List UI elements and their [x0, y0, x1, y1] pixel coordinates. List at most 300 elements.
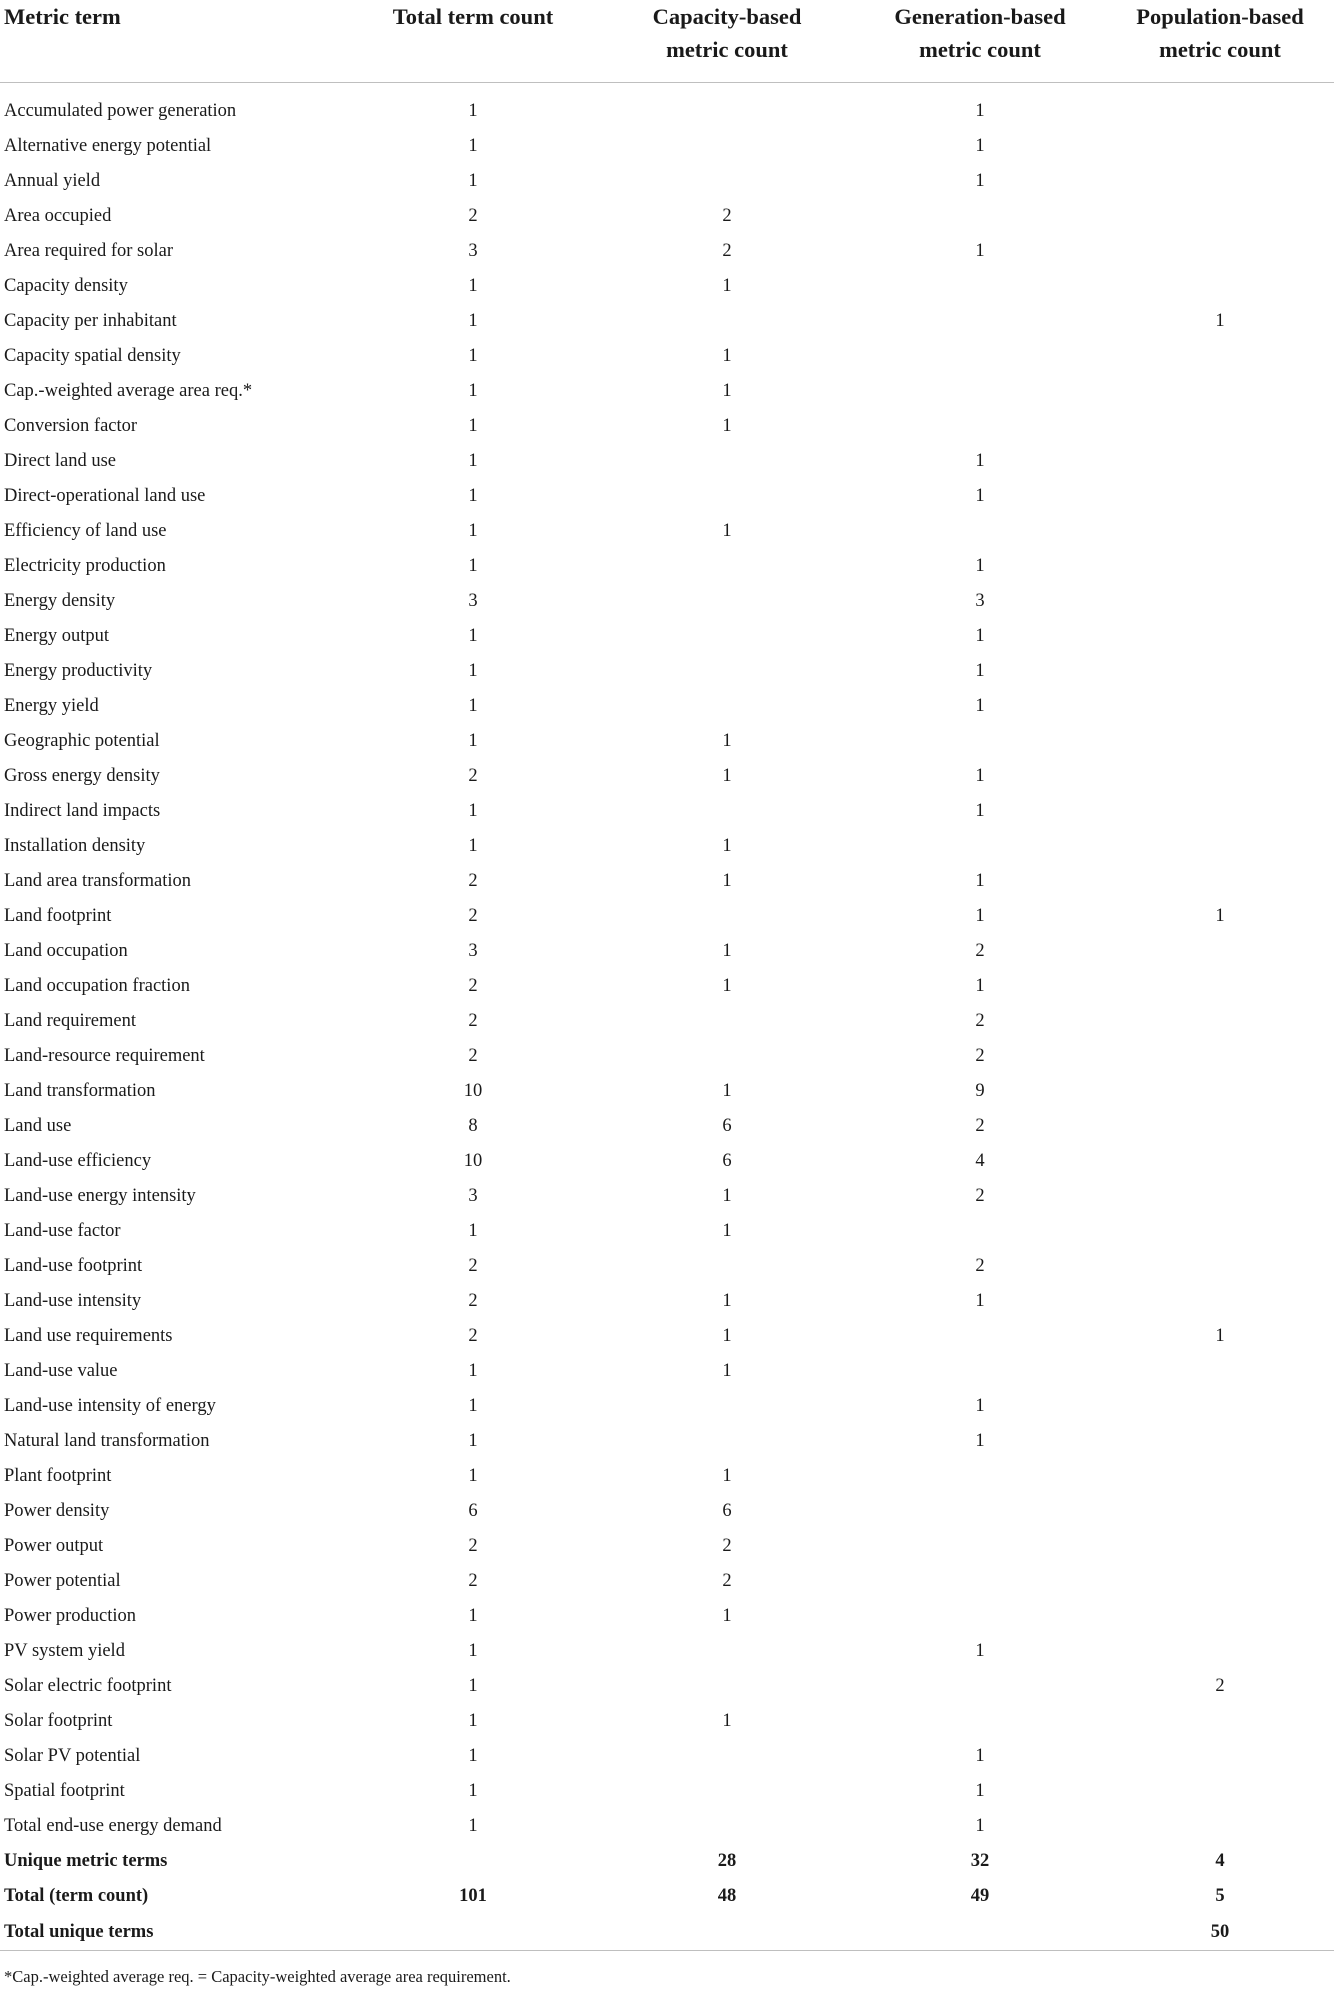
- total-count-cell: 1: [468, 1746, 478, 1766]
- capacity-count-cell: [600, 1809, 854, 1844]
- table-row: [0, 864, 1334, 899]
- capacity-count-cell: [600, 1424, 854, 1459]
- table-row: [0, 409, 1334, 444]
- total-count-cell: 1: [468, 1676, 478, 1696]
- total-count-cell: 3: [468, 591, 478, 611]
- total-count-cell: [346, 1914, 600, 1951]
- total-count-cell: 1: [468, 136, 478, 156]
- capacity-count-cell: [600, 549, 854, 584]
- generation-count-cell: 1: [975, 801, 985, 821]
- total-count-cell: 2: [468, 1291, 478, 1311]
- capacity-count-cell: 2: [722, 1571, 732, 1591]
- generation-count-cell: [854, 1354, 1106, 1389]
- capacity-count-cell: [600, 1389, 854, 1424]
- table-row: [0, 374, 1334, 409]
- capacity-count-cell: 1: [722, 1361, 732, 1381]
- table-row: [0, 689, 1334, 724]
- header-population-line-2: metric count: [1159, 37, 1281, 62]
- summary-row: [0, 1844, 1334, 1879]
- metric-term-cell: Land-use intensity: [4, 1291, 142, 1311]
- population-count-cell: [1106, 269, 1334, 304]
- table-row: [0, 1319, 1334, 1354]
- table-row: [0, 759, 1334, 794]
- population-count-cell: 4: [1215, 1851, 1225, 1871]
- metric-term-cell: Total end-use energy demand: [4, 1816, 222, 1836]
- table-row: [0, 969, 1334, 1004]
- capacity-count-cell: 1: [722, 381, 732, 401]
- capacity-count-cell: 2: [722, 241, 732, 261]
- table-row: [0, 1179, 1334, 1214]
- table-row: [0, 479, 1334, 514]
- table-row: [0, 1144, 1334, 1179]
- metric-term-cell: Direct-operational land use: [4, 486, 206, 506]
- metric-term-cell: Natural land transformation: [4, 1431, 210, 1451]
- metric-term-cell: Land transformation: [4, 1081, 156, 1101]
- total-count-cell: 1: [468, 556, 478, 576]
- generation-count-cell: [854, 1704, 1106, 1739]
- generation-count-cell: 1: [975, 241, 985, 261]
- population-count-cell: [1106, 1494, 1334, 1529]
- population-count-cell: [1106, 1599, 1334, 1634]
- total-count-cell: 10: [463, 1151, 483, 1171]
- total-count-cell: 1: [468, 276, 478, 296]
- generation-count-cell: [854, 829, 1106, 864]
- capacity-count-cell: 1: [722, 766, 732, 786]
- metric-term-cell: Capacity spatial density: [4, 346, 181, 366]
- generation-count-cell: 1: [975, 1641, 985, 1661]
- metric-term-cell: Indirect land impacts: [4, 801, 161, 821]
- population-count-cell: [1106, 969, 1334, 1004]
- metric-term-cell: Power production: [4, 1606, 137, 1626]
- table-row: [0, 654, 1334, 689]
- total-count-cell: 3: [468, 241, 478, 261]
- total-count-cell: 10: [463, 1081, 483, 1101]
- table-row: [0, 129, 1334, 164]
- metric-term-cell: Energy output: [4, 626, 109, 646]
- metric-term-cell: PV system yield: [4, 1641, 125, 1661]
- total-count-cell: 2: [468, 1256, 478, 1276]
- total-count-cell: 1: [468, 626, 478, 646]
- total-count-cell: 1: [468, 521, 478, 541]
- generation-count-cell: [854, 724, 1106, 759]
- table-row: [0, 1494, 1334, 1529]
- capacity-count-cell: [600, 1004, 854, 1039]
- total-count-cell: 1: [468, 381, 478, 401]
- metric-term-cell: Area occupied: [4, 206, 112, 226]
- population-count-cell: [1106, 199, 1334, 234]
- total-count-cell: 8: [468, 1116, 478, 1136]
- population-count-cell: [1106, 1039, 1334, 1074]
- generation-count-cell: 1: [975, 1396, 985, 1416]
- capacity-count-cell: [600, 1634, 854, 1669]
- population-count-cell: [1106, 1774, 1334, 1809]
- generation-count-cell: [854, 1564, 1106, 1599]
- metric-term-cell: Land use: [4, 1116, 72, 1136]
- capacity-count-cell: 1: [722, 1186, 732, 1206]
- metric-term-cell: Land requirement: [4, 1011, 137, 1031]
- generation-count-cell: [854, 339, 1106, 374]
- metric-term-cell: Land occupation fraction: [4, 976, 190, 996]
- capacity-count-cell: 2: [722, 206, 732, 226]
- population-count-cell: [1106, 374, 1334, 409]
- capacity-count-cell: 1: [722, 346, 732, 366]
- table-row: [0, 234, 1334, 269]
- total-count-cell: 1: [468, 416, 478, 436]
- metric-term-cell: Land-use intensity of energy: [4, 1396, 216, 1416]
- metric-term-cell: Annual yield: [4, 171, 101, 191]
- generation-count-cell: 1: [975, 766, 985, 786]
- population-count-cell: 1: [1215, 311, 1225, 331]
- capacity-count-cell: [600, 619, 854, 654]
- generation-count-cell: 9: [975, 1081, 985, 1101]
- population-count-cell: 1: [1215, 906, 1225, 926]
- population-count-cell: 50: [1106, 1914, 1334, 1951]
- header-capacity-line-2: metric count: [666, 37, 788, 62]
- table-row: [0, 444, 1334, 479]
- population-count-cell: [1106, 1529, 1334, 1564]
- generation-count-cell: [854, 1914, 1106, 1951]
- table-row: [0, 1739, 1334, 1774]
- population-count-cell: [1106, 689, 1334, 724]
- generation-count-cell: 1: [975, 556, 985, 576]
- generation-count-cell: 4: [975, 1151, 985, 1171]
- metric-term-cell: Capacity per inhabitant: [4, 311, 177, 331]
- header-generation-line-1: Generation-based: [894, 4, 1066, 29]
- generation-count-cell: 1: [975, 871, 985, 891]
- table-row: [0, 269, 1334, 304]
- population-count-cell: [1106, 234, 1334, 269]
- metric-term-cell: Energy yield: [4, 696, 99, 716]
- table-row: [0, 1459, 1334, 1494]
- generation-count-cell: 1: [975, 1746, 985, 1766]
- generation-count-cell: 2: [975, 1186, 985, 1206]
- total-count-cell: 2: [468, 1011, 478, 1031]
- generation-count-cell: [854, 1599, 1106, 1634]
- metric-term-cell: Energy density: [4, 591, 116, 611]
- population-count-cell: 2: [1215, 1676, 1225, 1696]
- generation-count-cell: 3: [975, 591, 985, 611]
- metric-term-cell: Gross energy density: [4, 766, 160, 786]
- population-count-cell: [1106, 1739, 1334, 1774]
- capacity-count-cell: 28: [717, 1851, 737, 1871]
- population-count-cell: [1106, 619, 1334, 654]
- capacity-count-cell: [600, 794, 854, 829]
- capacity-count-cell: [600, 1914, 854, 1951]
- table-row: [0, 1039, 1334, 1074]
- generation-count-cell: [854, 514, 1106, 549]
- total-count-cell: 1: [468, 1431, 478, 1451]
- population-count-cell: [1106, 1074, 1334, 1109]
- capacity-count-cell: [600, 444, 854, 479]
- total-count-cell: 3: [468, 1186, 478, 1206]
- total-count-cell: 3: [468, 941, 478, 961]
- generation-count-cell: 2: [975, 1256, 985, 1276]
- header-metric-term-line-1: Metric term: [4, 4, 121, 29]
- population-count-cell: [1106, 759, 1334, 794]
- table-row: [0, 619, 1334, 654]
- generation-count-cell: 1: [975, 1816, 985, 1836]
- population-count-cell: [1106, 94, 1334, 129]
- metric-term-cell: Land-use footprint: [4, 1256, 143, 1276]
- table-row: [0, 1774, 1334, 1809]
- total-count-cell: 1: [468, 451, 478, 471]
- total-count-cell: 101: [459, 1886, 487, 1906]
- total-count-cell: 1: [468, 696, 478, 716]
- metric-term-cell: Land occupation: [4, 941, 128, 961]
- population-count-cell: [1106, 1214, 1334, 1249]
- capacity-count-cell: 1: [722, 1606, 732, 1626]
- table-row: [0, 1564, 1334, 1599]
- population-count-cell: [1106, 1704, 1334, 1739]
- generation-count-cell: 1: [975, 976, 985, 996]
- metric-term-cell: Land-use value: [4, 1361, 118, 1381]
- table-row: [0, 1389, 1334, 1424]
- total-count-cell: 2: [468, 206, 478, 226]
- generation-count-cell: [854, 1494, 1106, 1529]
- generation-count-cell: [854, 1669, 1106, 1704]
- generation-count-cell: 2: [975, 941, 985, 961]
- summary-row: [0, 1879, 1334, 1914]
- population-count-cell: [1106, 479, 1334, 514]
- generation-count-cell: 2: [975, 1116, 985, 1136]
- header-generation-based-count: [854, 0, 1106, 83]
- capacity-count-cell: 1: [722, 1711, 732, 1731]
- capacity-count-cell: [600, 129, 854, 164]
- generation-count-cell: [854, 409, 1106, 444]
- metric-term-cell: Efficiency of land use: [4, 521, 167, 541]
- metric-term-cell: Land-use factor: [4, 1221, 121, 1241]
- generation-count-cell: 2: [975, 1011, 985, 1031]
- capacity-count-cell: 1: [722, 731, 732, 751]
- capacity-count-cell: 1: [722, 941, 732, 961]
- table-row: [0, 1704, 1334, 1739]
- generation-count-cell: 1: [975, 626, 985, 646]
- total-count-cell: 1: [468, 1221, 478, 1241]
- capacity-count-cell: 1: [722, 1326, 732, 1346]
- capacity-count-cell: 1: [722, 1291, 732, 1311]
- table-row: [0, 94, 1334, 129]
- table-row: [0, 1284, 1334, 1319]
- total-count-cell: 2: [468, 871, 478, 891]
- population-count-cell: [1106, 164, 1334, 199]
- generation-count-cell: 2: [975, 1046, 985, 1066]
- table-row: [0, 199, 1334, 234]
- total-count-cell: 1: [468, 1816, 478, 1836]
- total-count-cell: [346, 1844, 600, 1879]
- generation-count-cell: 1: [975, 1291, 985, 1311]
- population-count-cell: [1106, 129, 1334, 164]
- metric-term-cell: Energy productivity: [4, 661, 153, 681]
- capacity-count-cell: [600, 1039, 854, 1074]
- capacity-count-cell: 6: [722, 1116, 732, 1136]
- generation-count-cell: 1: [975, 486, 985, 506]
- population-count-cell: [1106, 409, 1334, 444]
- capacity-count-cell: 1: [722, 1221, 732, 1241]
- total-count-cell: 2: [468, 1046, 478, 1066]
- total-count-cell: 2: [468, 1536, 478, 1556]
- header-total-term-count-line-1: Total term count: [392, 4, 554, 29]
- metric-term-cell: Electricity production: [4, 556, 166, 576]
- metric-term-cell: Land footprint: [4, 906, 112, 926]
- generation-count-cell: 1: [975, 136, 985, 156]
- table-row: [0, 1109, 1334, 1144]
- metric-term-cell: Spatial footprint: [4, 1781, 125, 1801]
- total-count-cell: 2: [468, 1326, 478, 1346]
- header-generation-line-2: metric count: [919, 37, 1041, 62]
- total-count-cell: 1: [468, 486, 478, 506]
- capacity-count-cell: 1: [722, 1081, 732, 1101]
- metric-term-cell: Capacity density: [4, 276, 128, 296]
- population-count-cell: [1106, 934, 1334, 969]
- total-count-cell: 1: [468, 1466, 478, 1486]
- table-row: [0, 829, 1334, 864]
- metric-term-cell: Unique metric terms: [4, 1851, 168, 1871]
- generation-count-cell: [854, 374, 1106, 409]
- generation-count-cell: 1: [975, 906, 985, 926]
- table-row: [0, 549, 1334, 584]
- table-row: [0, 899, 1334, 934]
- population-count-cell: [1106, 864, 1334, 899]
- total-count-cell: 1: [468, 1641, 478, 1661]
- total-count-cell: 6: [468, 1501, 478, 1521]
- generation-count-cell: 1: [975, 696, 985, 716]
- generation-count-cell: 1: [975, 1431, 985, 1451]
- metric-term-cell: Total unique terms: [0, 1914, 346, 1951]
- capacity-count-cell: [600, 689, 854, 724]
- header-metric-term: [0, 0, 346, 83]
- metric-term-cell: Land area transformation: [4, 871, 191, 891]
- generation-count-cell: [854, 1319, 1106, 1354]
- total-count-cell: 1: [468, 101, 478, 121]
- generation-count-cell: 1: [975, 1781, 985, 1801]
- capacity-count-cell: [600, 304, 854, 339]
- population-count-cell: [1106, 1424, 1334, 1459]
- population-count-cell: [1106, 1249, 1334, 1284]
- header-total-term-count: [346, 0, 600, 83]
- capacity-count-cell: [600, 899, 854, 934]
- capacity-count-cell: 1: [722, 871, 732, 891]
- generation-count-cell: 1: [975, 171, 985, 191]
- metric-term-cell: Land-use energy intensity: [4, 1186, 196, 1206]
- total-count-cell: 1: [468, 731, 478, 751]
- generation-count-cell: 1: [975, 101, 985, 121]
- metric-term-cell: Cap.-weighted average area req.*: [4, 381, 253, 401]
- table-row: [0, 794, 1334, 829]
- metric-term-cell: Accumulated power generation: [4, 101, 237, 121]
- capacity-count-cell: [600, 1739, 854, 1774]
- metric-term-cell: Geographic potential: [4, 731, 160, 751]
- capacity-count-cell: [600, 164, 854, 199]
- metric-term-cell: Power output: [4, 1536, 104, 1556]
- population-count-cell: [1106, 1109, 1334, 1144]
- table-header-row: [0, 0, 1334, 83]
- metric-term-cell: Area required for solar: [4, 241, 173, 261]
- population-count-cell: [1106, 724, 1334, 759]
- table-row: [0, 584, 1334, 619]
- generation-count-cell: [854, 1459, 1106, 1494]
- population-count-cell: [1106, 514, 1334, 549]
- capacity-count-cell: 6: [722, 1151, 732, 1171]
- capacity-count-cell: 1: [722, 836, 732, 856]
- capacity-count-cell: [600, 94, 854, 129]
- metric-term-cell: Direct land use: [4, 451, 116, 471]
- total-count-cell: 1: [468, 346, 478, 366]
- capacity-count-cell: [600, 584, 854, 619]
- population-count-cell: [1106, 1284, 1334, 1319]
- metric-term-cell: Land-use efficiency: [4, 1151, 152, 1171]
- generation-count-cell: 1: [975, 451, 985, 471]
- total-count-cell: 1: [468, 1361, 478, 1381]
- table-row: [0, 1669, 1334, 1704]
- generation-count-cell: 49: [970, 1886, 990, 1906]
- table-row: [0, 304, 1334, 339]
- metric-term-cell: Alternative energy potential: [4, 136, 212, 156]
- population-count-cell: [1106, 654, 1334, 689]
- population-count-cell: [1106, 584, 1334, 619]
- capacity-count-cell: 1: [722, 416, 732, 436]
- table-row: [0, 514, 1334, 549]
- total-count-cell: 1: [468, 171, 478, 191]
- total-count-cell: 1: [468, 661, 478, 681]
- metric-term-cell: Power density: [4, 1501, 110, 1521]
- total-count-cell: 2: [468, 1571, 478, 1591]
- population-count-cell: [1106, 1004, 1334, 1039]
- table-row: [0, 1074, 1334, 1109]
- capacity-count-cell: [600, 1774, 854, 1809]
- metric-term-cell: Total (term count): [4, 1886, 149, 1906]
- table-spacer-row: [0, 83, 1334, 95]
- population-count-cell: 1: [1215, 1326, 1225, 1346]
- total-count-cell: 1: [468, 1781, 478, 1801]
- capacity-count-cell: 1: [722, 521, 732, 541]
- total-count-cell: 2: [468, 766, 478, 786]
- capacity-count-cell: 48: [717, 1886, 737, 1906]
- generation-count-cell: [854, 199, 1106, 234]
- table-row: [0, 1529, 1334, 1564]
- table-row: [0, 934, 1334, 969]
- table-row: [0, 1249, 1334, 1284]
- capacity-count-cell: 6: [722, 1501, 732, 1521]
- population-count-cell: [1106, 1179, 1334, 1214]
- capacity-count-cell: 1: [722, 976, 732, 996]
- metric-term-cell: Conversion factor: [4, 416, 138, 436]
- capacity-count-cell: [600, 1669, 854, 1704]
- metric-term-cell: Solar footprint: [4, 1711, 113, 1731]
- population-count-cell: [1106, 829, 1334, 864]
- generation-count-cell: [854, 269, 1106, 304]
- total-count-cell: 1: [468, 311, 478, 331]
- metric-term-cell: Solar electric footprint: [4, 1676, 172, 1696]
- generation-count-cell: 1: [975, 661, 985, 681]
- generation-count-cell: [854, 1529, 1106, 1564]
- population-count-cell: [1106, 1809, 1334, 1844]
- summary-row: [0, 1914, 1334, 1951]
- generation-count-cell: 32: [970, 1851, 990, 1871]
- metric-term-cell: Solar PV potential: [4, 1746, 141, 1766]
- header-population-based-count: [1106, 0, 1334, 83]
- table-row: [0, 164, 1334, 199]
- header-population-line-1: Population-based: [1136, 4, 1304, 29]
- population-count-cell: [1106, 1144, 1334, 1179]
- table-row: [0, 724, 1334, 759]
- population-count-cell: [1106, 339, 1334, 374]
- total-count-cell: 2: [468, 976, 478, 996]
- capacity-count-cell: 1: [722, 1466, 732, 1486]
- header-capacity-based-count: [600, 0, 854, 83]
- header-capacity-line-1: Capacity-based: [652, 4, 802, 29]
- total-count-cell: 1: [468, 1396, 478, 1416]
- total-count-cell: 1: [468, 1711, 478, 1731]
